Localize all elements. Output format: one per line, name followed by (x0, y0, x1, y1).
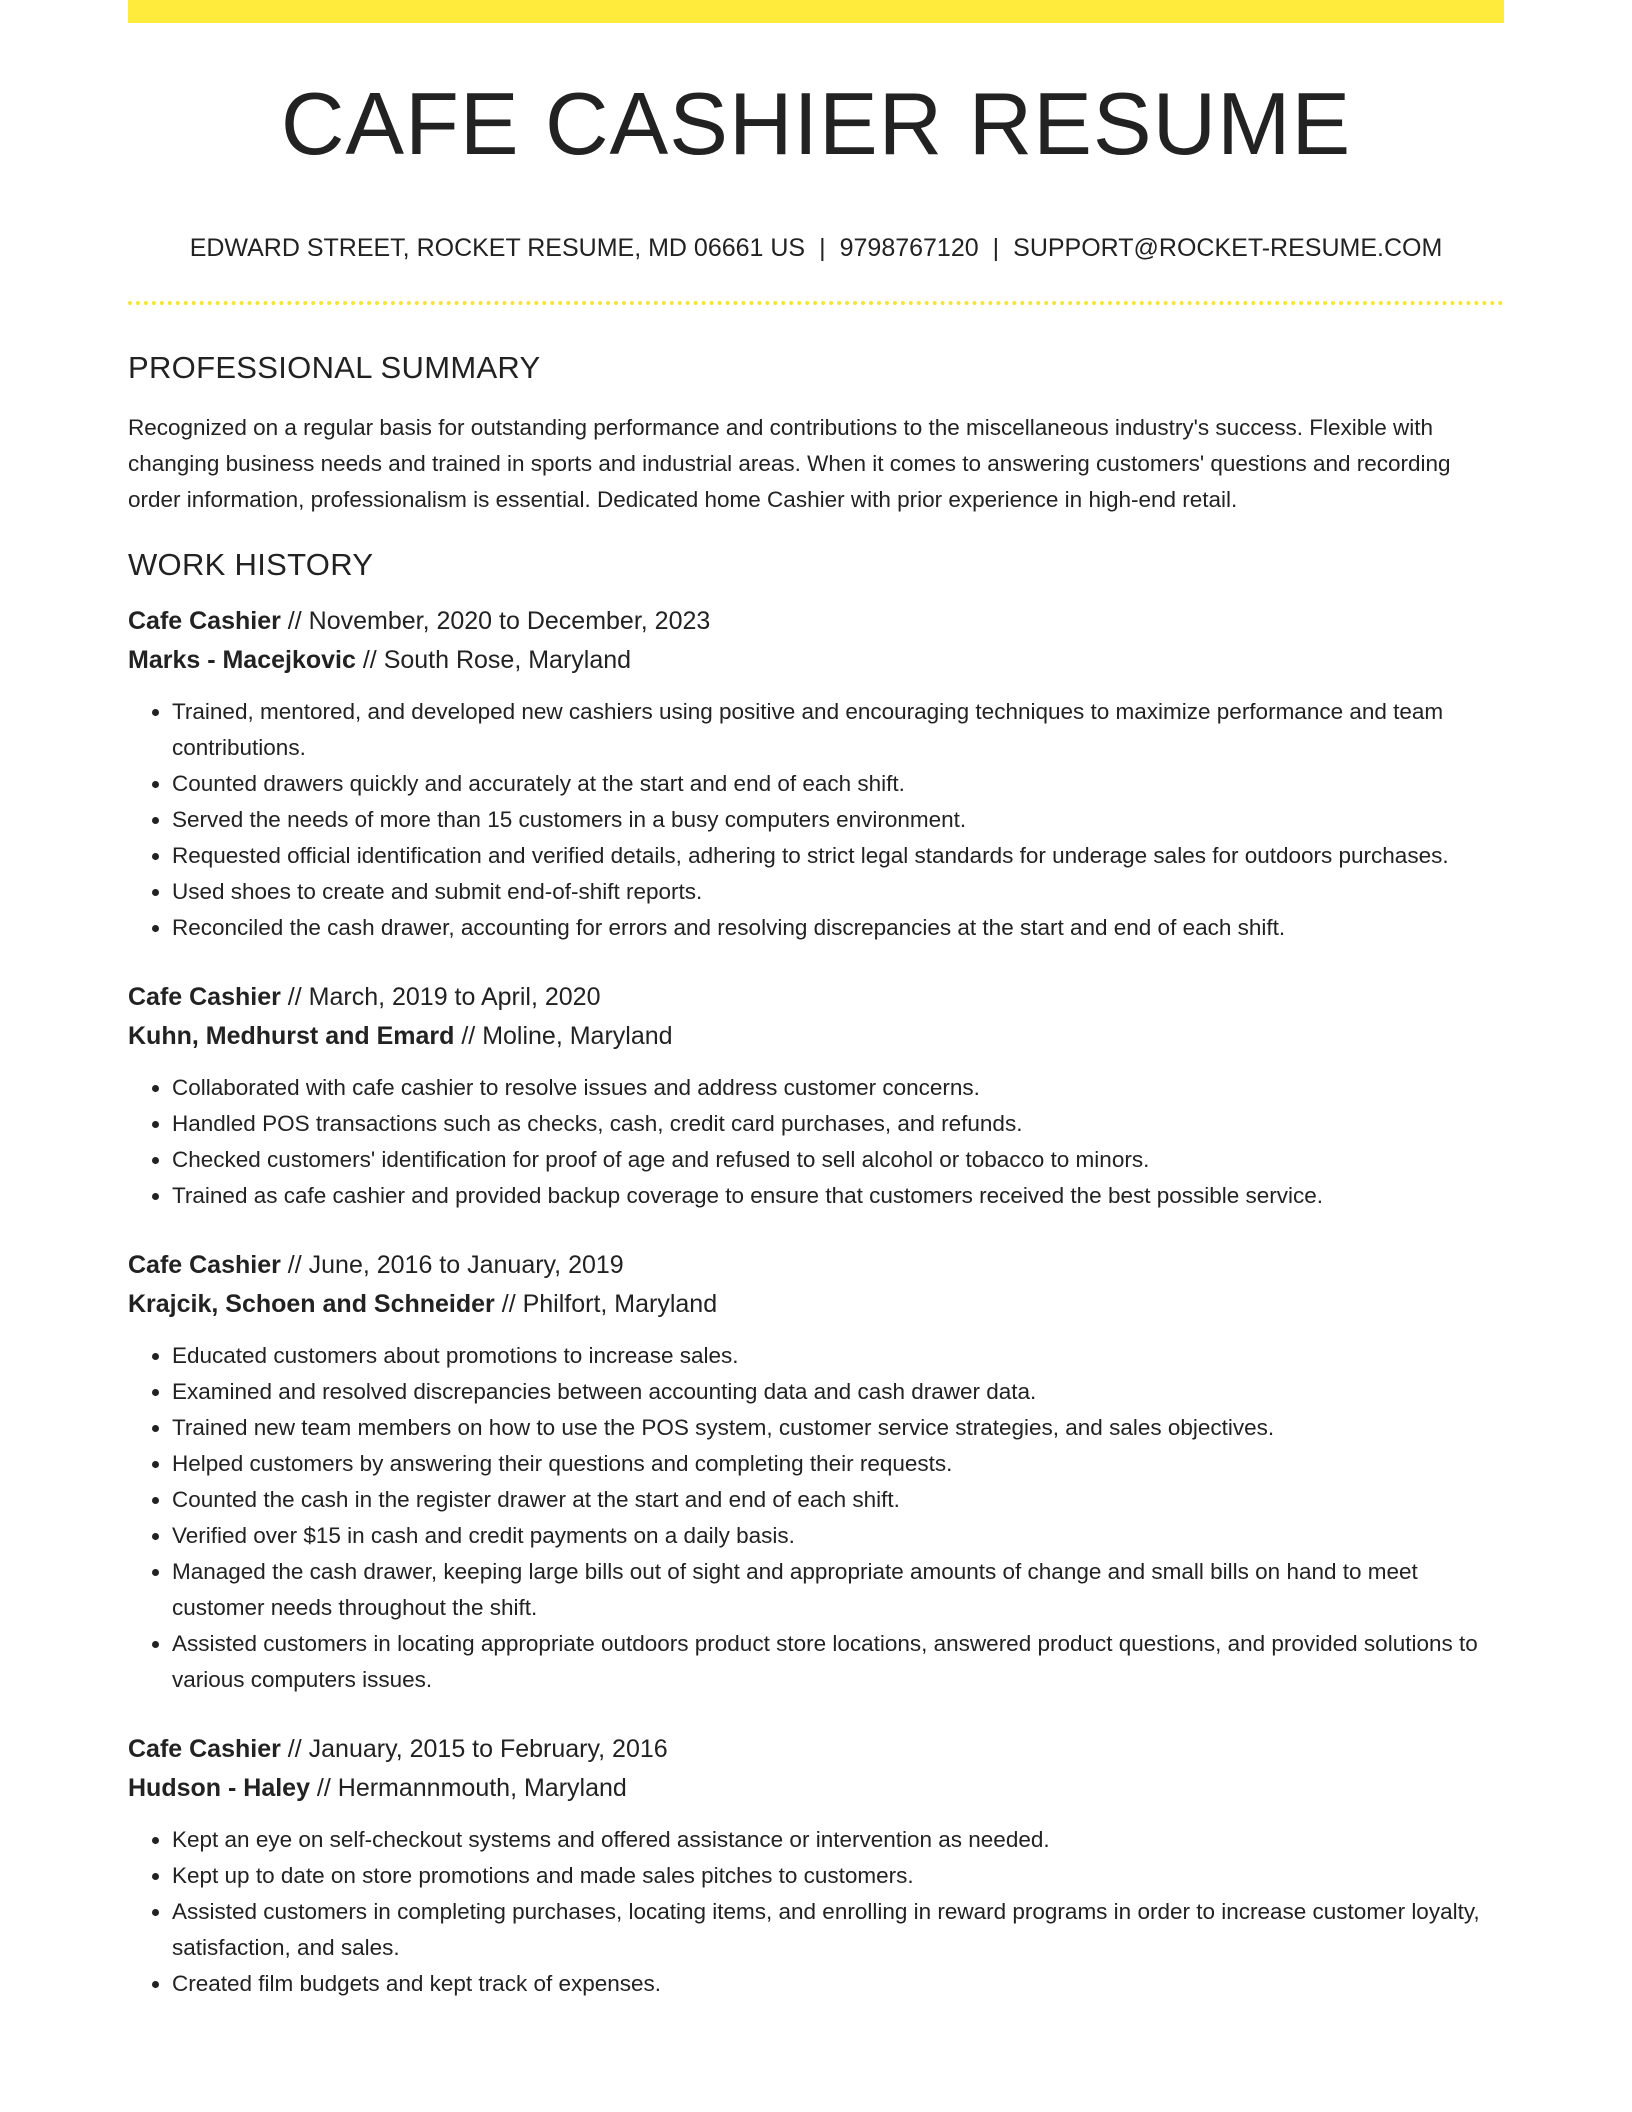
job-location: // Philfort, Maryland (494, 1290, 718, 1319)
summary-text: Recognized on a regular basis for outstanding performance and contributions to the miscellaneous industry's success. Flexible with changing business needs and trained in sports and industrial areas. When it comes to answering customers' questions and recording order information, professionalism is essential. Dedicated home Cashier with prior experience in high-end retail. (128, 415, 1451, 513)
job-bullet: • Used shoes to create and submit end-of-shift reports. (172, 874, 1504, 910)
job-company-line (128, 641, 1504, 680)
job-title-line (128, 1246, 1504, 1285)
job-title: Cafe Cashier (128, 983, 281, 1012)
job-bullet: • Managed the cash drawer, keeping large bills out of sight and appropriate amounts of change and small bills on hand to meet customer needs throughout the shift. (172, 1554, 1504, 1626)
contact-address: EDWARD STREET, ROCKET RESUME, MD 06661 US (189, 234, 806, 262)
job-bullet: • Kept up to date on store promotions and made sales pitches to customers. (172, 1858, 1504, 1894)
job-bullet: • Assisted customers in locating appropriate outdoors product store locations, answered product questions, and provided solutions to various computers issues. (172, 1626, 1504, 1698)
job-bullet: • Educated customers about promotions to increase sales. (172, 1338, 1504, 1374)
job-bullet: • Trained as cafe cashier and provided backup coverage to ensure that customers received the best possible service. (172, 1178, 1504, 1214)
job-bullet: • Verified over $15 in cash and credit payments on a daily basis. (172, 1518, 1504, 1554)
job-entry (128, 1246, 1504, 1698)
top-accent-bar (128, 0, 1504, 23)
job-title: Cafe Cashier (128, 1735, 281, 1764)
job-company-line (128, 1769, 1504, 1808)
job-title-line (128, 602, 1504, 641)
job-bullets (128, 1070, 1504, 1214)
job-entry (128, 1730, 1504, 2002)
job-title: Cafe Cashier (128, 1251, 281, 1280)
job-bullet: • Counted drawers quickly and accurately at the start and end of each shift. (172, 766, 1504, 802)
contact-separator: | (819, 234, 826, 262)
contact-line (128, 233, 1504, 263)
job-company: Krajcik, Schoen and Schneider (128, 1290, 495, 1319)
job-location: // South Rose, Maryland (355, 646, 632, 675)
job-company: Marks - Macejkovic (128, 646, 356, 675)
work-history-list (128, 602, 1504, 2002)
job-bullet: • Requested official identification and verified details, adhering to strict legal standards for underage sales for outdoors purchases. (172, 838, 1504, 874)
job-bullet: • Trained, mentored, and developed new cashiers using positive and encouraging techniques to maximize performance and team contributions. (172, 694, 1504, 766)
job-dates: // January, 2015 to February, 2016 (280, 1735, 668, 1764)
dotted-divider (128, 301, 1504, 305)
job-bullet: • Kept an eye on self-checkout systems and offered assistance or intervention as needed. (172, 1822, 1504, 1858)
job-bullet: • Assisted customers in completing purchases, locating items, and enrolling in reward programs in order to increase customer loyalty, satisfaction, and sales. (172, 1894, 1504, 1966)
job-bullet: • Created film budgets and kept track of expenses. (172, 1966, 1504, 2002)
job-bullet: • Collaborated with cafe cashier to resolve issues and address customer concerns. (172, 1070, 1504, 1106)
job-title-line (128, 1730, 1504, 1769)
job-title-line (128, 978, 1504, 1017)
work-history-heading: WORK HISTORY (128, 547, 374, 583)
job-company: Kuhn, Medhurst and Emard (128, 1022, 455, 1051)
contact-email: SUPPORT@ROCKET-RESUME.COM (1013, 234, 1443, 262)
resume-title: CAFE CASHIER RESUME (280, 74, 1352, 173)
job-location: // Hermannmouth, Maryland (309, 1774, 627, 1803)
job-dates: // June, 2016 to January, 2019 (280, 1251, 624, 1280)
job-company: Hudson - Haley (128, 1774, 310, 1803)
job-bullet: • Reconciled the cash drawer, accounting for errors and resolving discrepancies at the start and end of each shift. (172, 910, 1504, 946)
job-bullet: • Trained new team members on how to use the POS system, customer service strategies, and sales objectives. (172, 1410, 1504, 1446)
job-bullets (128, 1338, 1504, 1698)
job-location: // Moline, Maryland (454, 1022, 673, 1051)
job-title: Cafe Cashier (128, 607, 281, 636)
contact-phone: 9798767120 (839, 234, 979, 262)
job-dates: // March, 2019 to April, 2020 (280, 983, 601, 1012)
job-bullets (128, 694, 1504, 946)
job-bullets (128, 1822, 1504, 2002)
job-bullet: • Handled POS transactions such as checks, cash, credit card purchases, and refunds. (172, 1106, 1504, 1142)
job-bullet: • Counted the cash in the register drawer at the start and end of each shift. (172, 1482, 1504, 1518)
job-bullet: • Checked customers' identification for proof of age and refused to sell alcohol or tobacco to minors. (172, 1142, 1504, 1178)
summary-heading: PROFESSIONAL SUMMARY (128, 350, 541, 385)
job-entry (128, 602, 1504, 946)
resume-page (128, 0, 1504, 2034)
contact-separator: | (992, 234, 1000, 262)
job-bullet: • Helped customers by answering their questions and completing their requests. (172, 1446, 1504, 1482)
job-bullet: • Served the needs of more than 15 customers in a busy computers environment. (172, 802, 1504, 838)
job-company-line (128, 1285, 1504, 1324)
job-company-line (128, 1017, 1504, 1056)
job-entry (128, 978, 1504, 1214)
job-dates: // November, 2020 to December, 2023 (280, 607, 711, 636)
job-bullet: • Examined and resolved discrepancies between accounting data and cash drawer data. (172, 1374, 1504, 1410)
